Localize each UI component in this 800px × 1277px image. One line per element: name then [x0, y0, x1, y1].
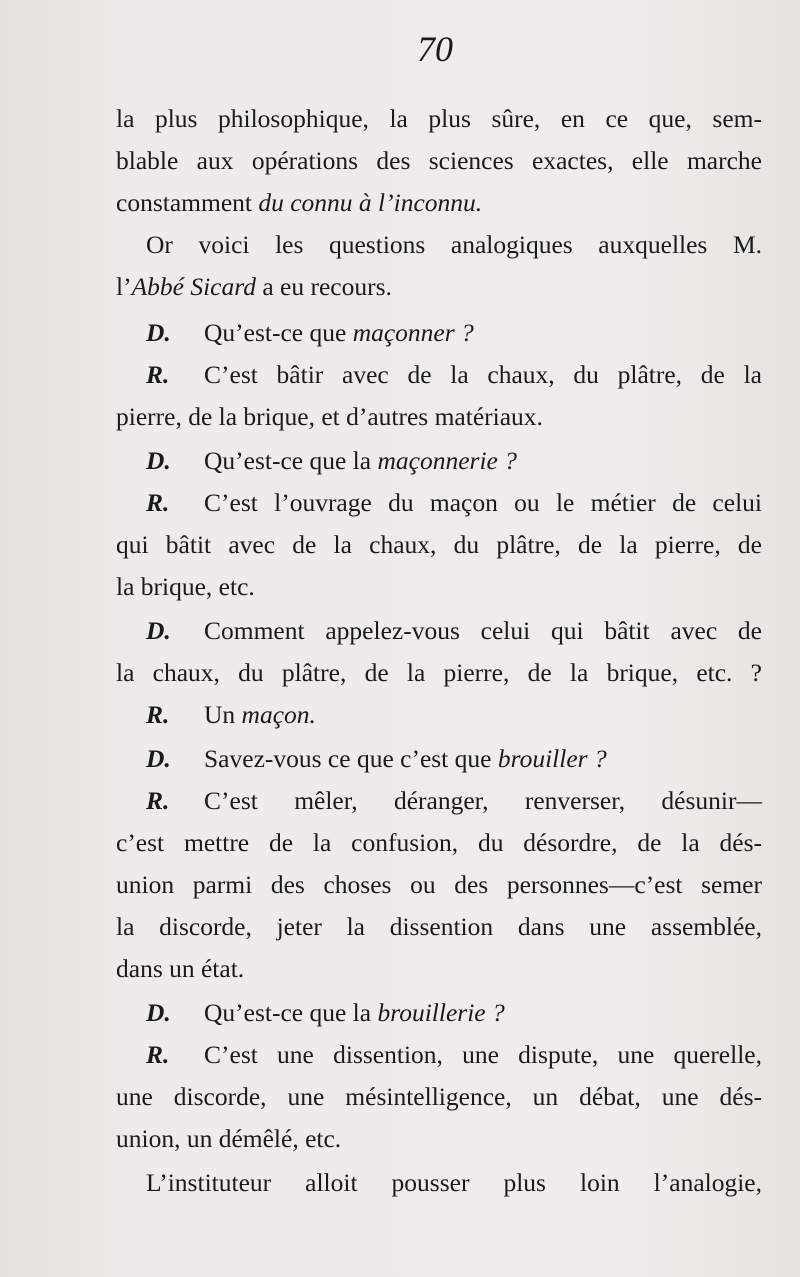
page-number: 70 [417, 29, 453, 69]
text-line: la discorde, jeter la dissention dans une assemblée, [116, 912, 762, 941]
text-line: la brique, etc. [116, 572, 255, 601]
answer-line: R. C’est bâtir avec de la chaux, du plâtre, de la [146, 360, 762, 389]
question-line: D. Qu’est-ce que la brouillerie ? [146, 998, 505, 1027]
answer-line: R. C’est mêler, déranger, renverser, désunir— [146, 786, 762, 815]
text-line: blable aux opérations des sciences exactes, elle marche [116, 146, 762, 175]
question-line: D. Comment appelez-vous celui qui bâtit avec de [146, 616, 762, 645]
text-line: une discorde, une mésintelligence, un débat, une dés- [116, 1082, 762, 1111]
text-line: la plus philosophique, la plus sûre, en ce que, sem- [116, 104, 762, 133]
answer-line: R. Un maçon. [146, 700, 316, 729]
text-line: qui bâtit avec de la chaux, du plâtre, de la pierre, de [116, 530, 762, 559]
question-line: D. Qu’est-ce que maçonner ? [146, 318, 474, 347]
text-line: constamment du connu à l’inconnu. [116, 188, 483, 217]
text-line: dans un état. [116, 954, 245, 983]
text-line: pierre, de la brique, et d’autres matériaux. [116, 402, 543, 431]
text-line: L’instituteur alloit pousser plus loin l’analogie, [146, 1168, 762, 1197]
question-line: D. Savez-vous ce que c’est que brouiller ? [146, 744, 607, 773]
text-line: union, un démêlé, etc. [116, 1124, 342, 1153]
text-line: union parmi des choses ou des personnes—c’est semer [116, 870, 762, 899]
question-line: D. Qu’est-ce que la maçonnerie ? [146, 446, 517, 475]
text-line: c’est mettre de la confusion, du désordre, de la dés- [116, 828, 762, 857]
text-line: la chaux, du plâtre, de la pierre, de la brique, etc. ? [116, 658, 762, 687]
answer-line: R. C’est une dissention, une dispute, une querelle, [146, 1040, 762, 1069]
answer-line: R. C’est l’ouvrage du maçon ou le métier de celui [146, 488, 762, 517]
text-line: Or voici les questions analogiques auxquelles M. [146, 230, 762, 259]
text-line: l’Abbé Sicard a eu recours. [116, 272, 392, 301]
